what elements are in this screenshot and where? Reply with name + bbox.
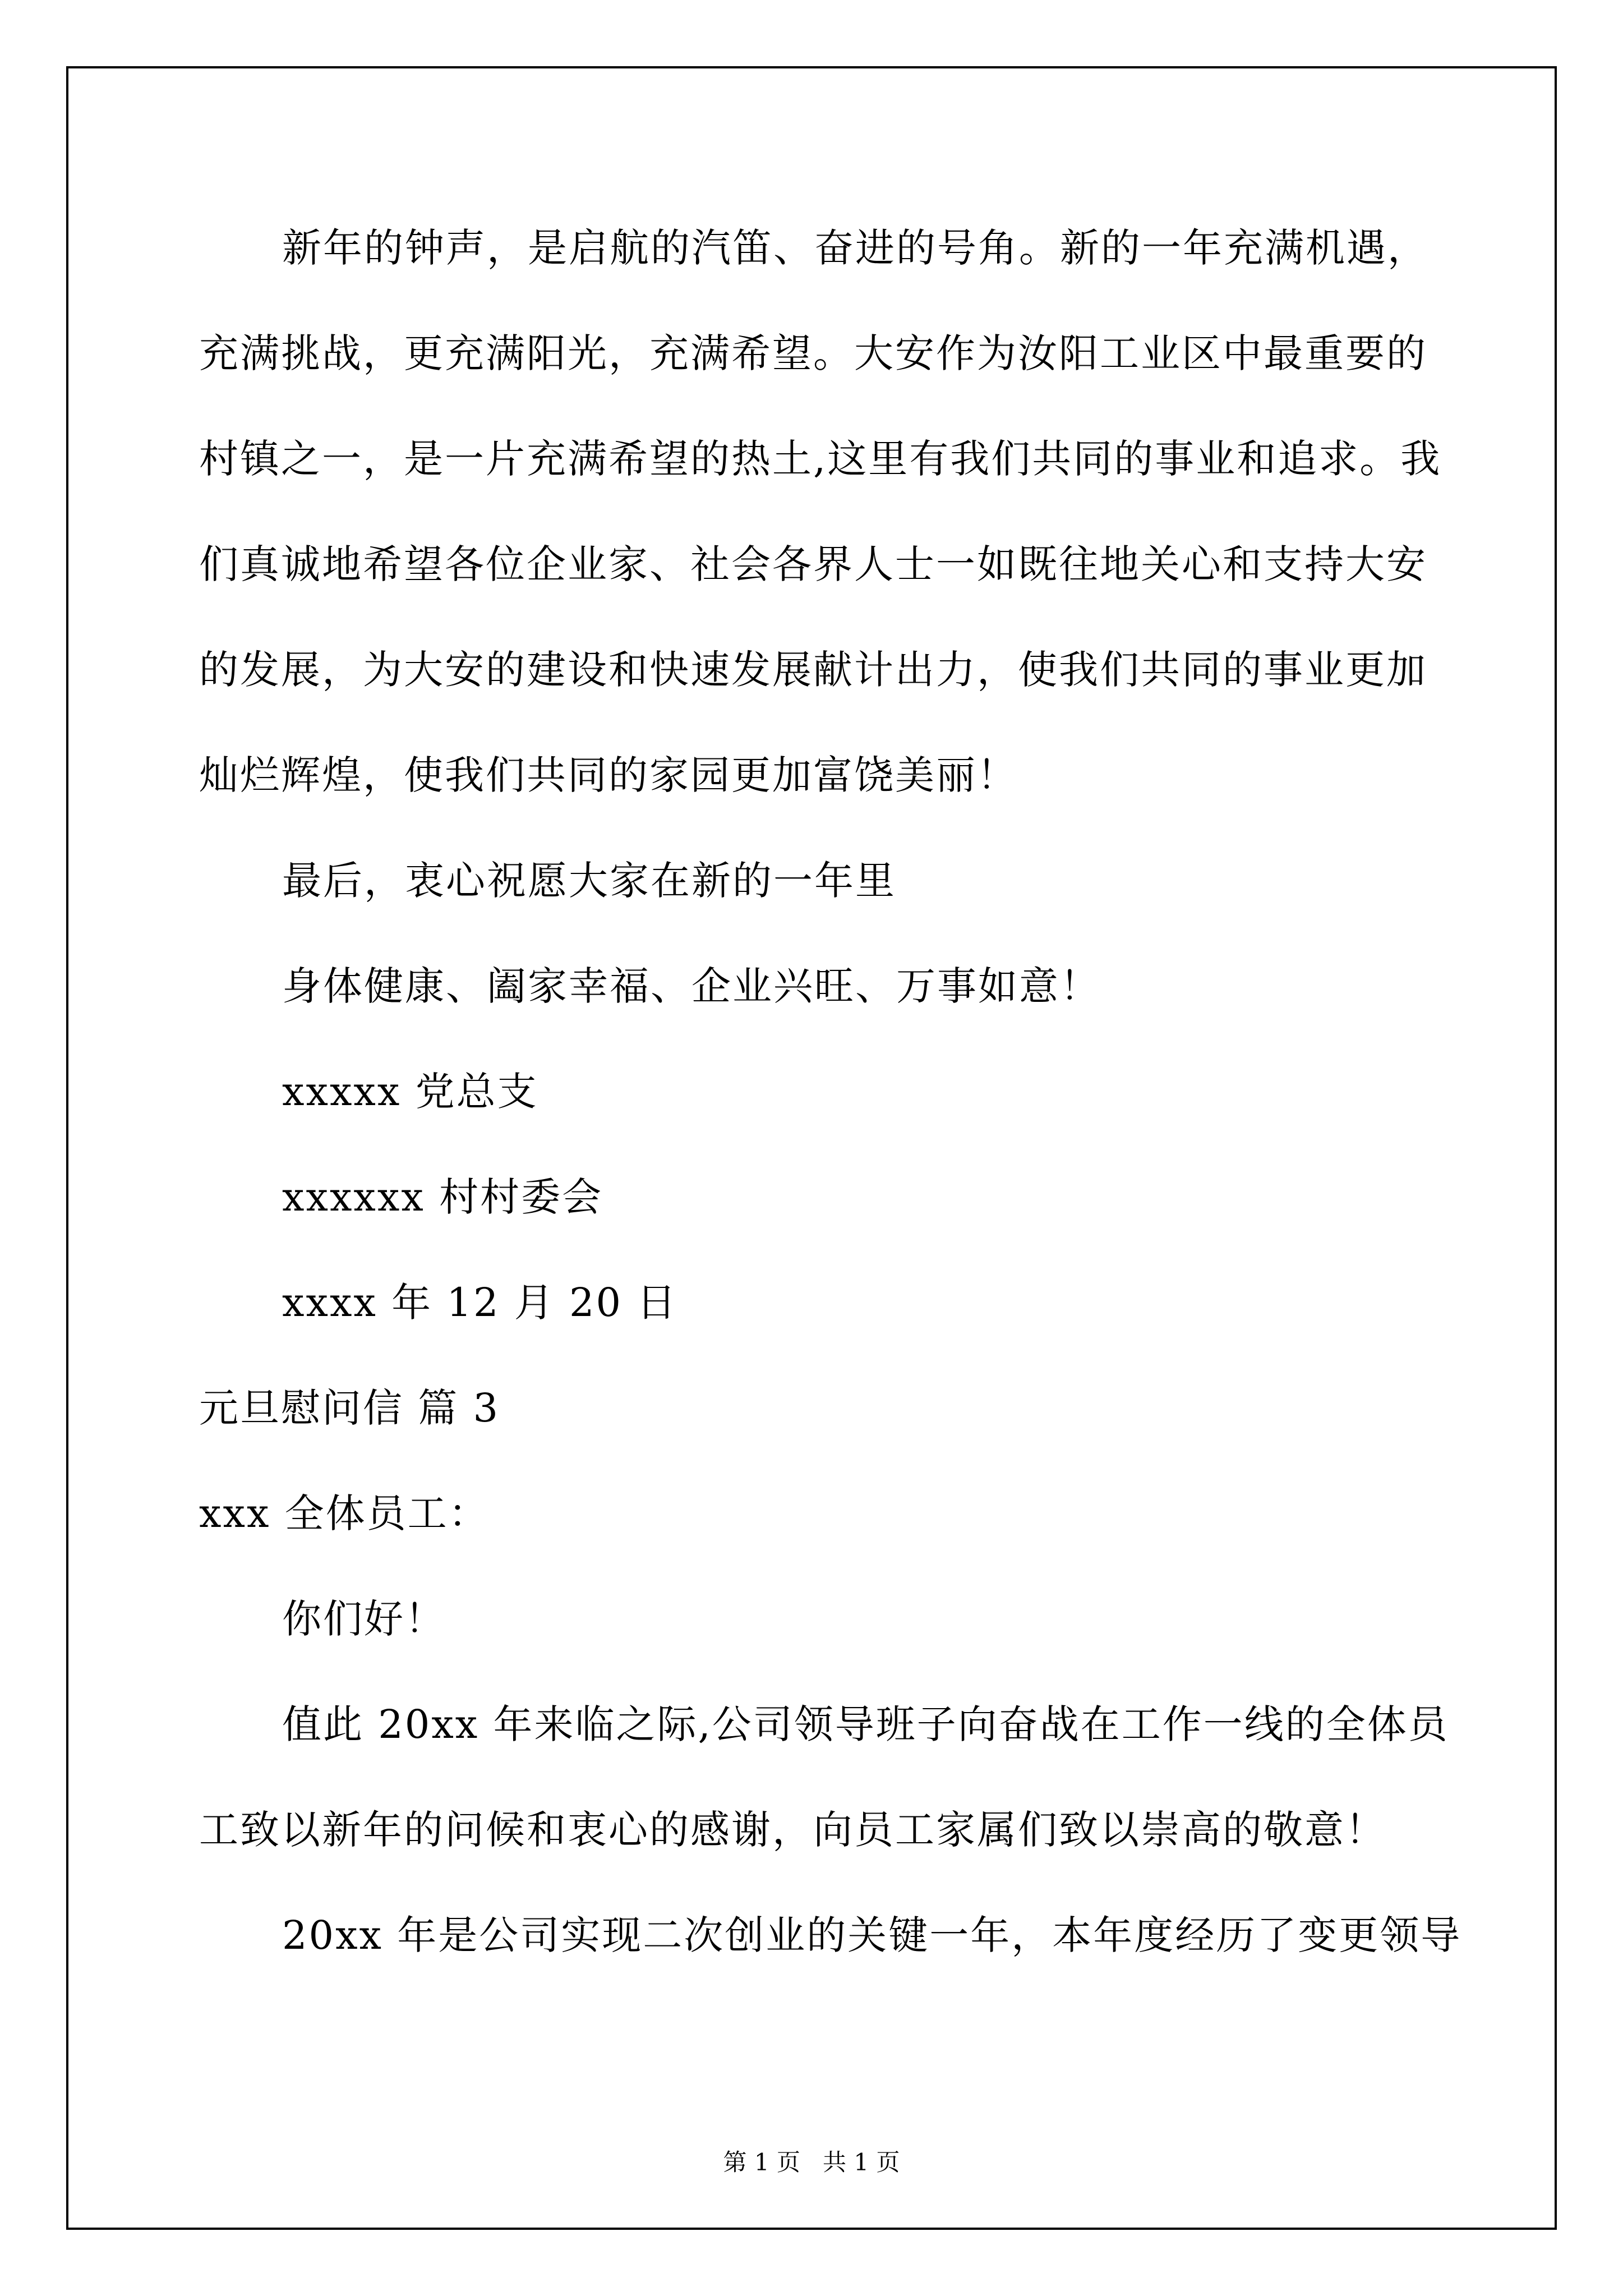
paragraph-line: 新年的钟声，是启航的汽笛、奋进的号角。新的一年充满机遇， bbox=[282, 225, 1428, 271]
paragraph-line: 村镇之一，是一片充满希望的热土,这里有我们共同的事业和追求。我 bbox=[199, 436, 1442, 482]
paragraph-line: 的发展，为大安的建设和快速发展献计出力，使我们共同的事业更加 bbox=[199, 647, 1427, 693]
closing-line: 身体健康、阖家幸福、企业兴旺、万事如意！ bbox=[282, 963, 1101, 1009]
page-border bbox=[66, 66, 1557, 2230]
paragraph-line: 们真诚地希望各位企业家、社会各界人士一如既往地关心和支持大安 bbox=[199, 541, 1427, 587]
signature-party-branch: xxxxx 党总支 bbox=[282, 1069, 538, 1115]
signature-village-committee: xxxxxx 村村委会 bbox=[282, 1174, 603, 1220]
paragraph-line: 20xx 年是公司实现二次创业的关键一年，本年度经历了变更领导 bbox=[282, 1912, 1462, 1958]
signature-date: xxxx 年 12 月 20 日 bbox=[282, 1280, 678, 1326]
section-title: 元旦慰问信 篇 3 bbox=[199, 1385, 500, 1431]
paragraph-line: 灿烂辉煌，使我们共同的家园更加富饶美丽！ bbox=[199, 752, 1018, 798]
page-footer: 第 1 页 共 1 页 bbox=[723, 2148, 900, 2176]
paragraph-line: 值此 20xx 年来临之际,公司领导班子向奋战在工作一线的全体员 bbox=[282, 1701, 1449, 1747]
paragraph-line: 充满挑战，更充满阳光，充满希望。大安作为汝阳工业区中最重要的 bbox=[199, 330, 1427, 376]
closing-line: 最后，衷心祝愿大家在新的一年里 bbox=[282, 858, 896, 904]
salutation: xxx 全体员工： bbox=[199, 1490, 490, 1536]
greeting: 你们好！ bbox=[282, 1596, 446, 1642]
paragraph-line: 工致以新年的问候和衷心的感谢，向员工家属们致以崇高的敬意！ bbox=[199, 1807, 1386, 1853]
